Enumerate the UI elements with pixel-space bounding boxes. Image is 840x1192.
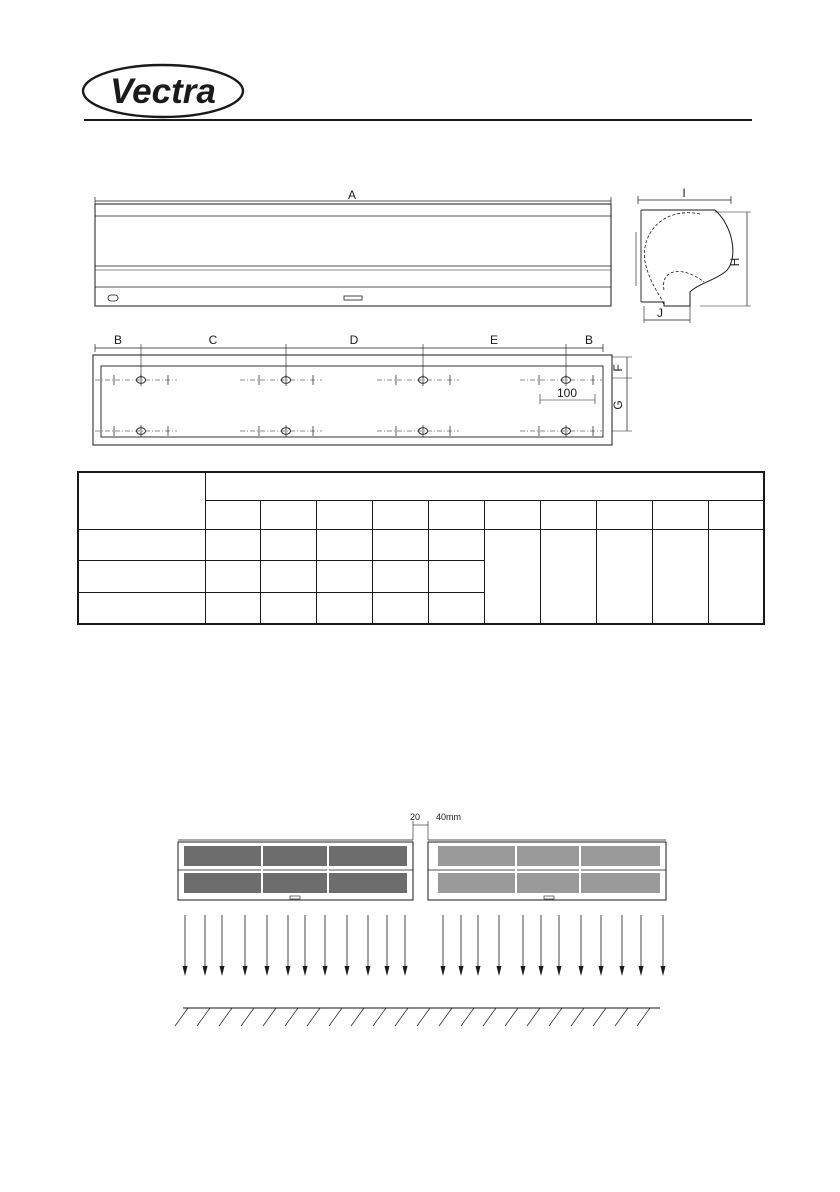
dim-col-c xyxy=(317,500,373,529)
dim-col-a xyxy=(205,500,261,529)
dim-label-b-left: B xyxy=(113,333,123,347)
mounting-holes xyxy=(95,374,602,437)
dim-label-i: I xyxy=(682,186,686,200)
dim-col-b xyxy=(261,500,317,529)
dim-label-e: E xyxy=(489,333,499,347)
dim-col-j xyxy=(708,500,764,529)
dim-col-e xyxy=(429,500,485,529)
mounting-plan xyxy=(93,333,632,445)
dim-col-i xyxy=(652,500,708,529)
side-view xyxy=(636,186,751,323)
merged-cell xyxy=(596,529,652,624)
gap-label-right: 40mm xyxy=(436,812,462,822)
installation-diagram xyxy=(0,800,840,1040)
brand-name: Vectra xyxy=(110,72,216,111)
hole-spacing-label: 100 xyxy=(556,386,578,400)
dim-label-h: H xyxy=(728,257,742,267)
dim-col-f xyxy=(484,500,540,529)
dim-label-b-right: B xyxy=(584,333,594,347)
dim-label-f: F xyxy=(611,364,625,372)
dim-label-g: G xyxy=(611,400,625,410)
spec-table xyxy=(77,471,765,625)
dim-label-a: A xyxy=(347,188,357,202)
gap-label-left: 20 xyxy=(409,812,420,822)
table-row xyxy=(78,529,764,560)
dimensions-header-cell xyxy=(205,472,764,500)
merged-cell xyxy=(484,529,540,624)
dim-label-j: J xyxy=(657,306,663,320)
merged-cell xyxy=(652,529,708,624)
unit-right xyxy=(428,840,666,900)
dimension-drawings xyxy=(0,0,840,470)
dim-col-h xyxy=(596,500,652,529)
dim-label-d: D xyxy=(349,333,359,347)
airflow-arrows xyxy=(183,915,666,976)
dim-col-g xyxy=(540,500,596,529)
merged-cell xyxy=(708,529,764,624)
dim-col-d xyxy=(373,500,429,529)
front-view xyxy=(95,188,611,306)
unit-left xyxy=(178,840,413,900)
merged-cell xyxy=(540,529,596,624)
model-header-cell xyxy=(78,472,205,529)
floor-hatching xyxy=(175,1008,650,1026)
dim-label-c: C xyxy=(208,333,218,347)
